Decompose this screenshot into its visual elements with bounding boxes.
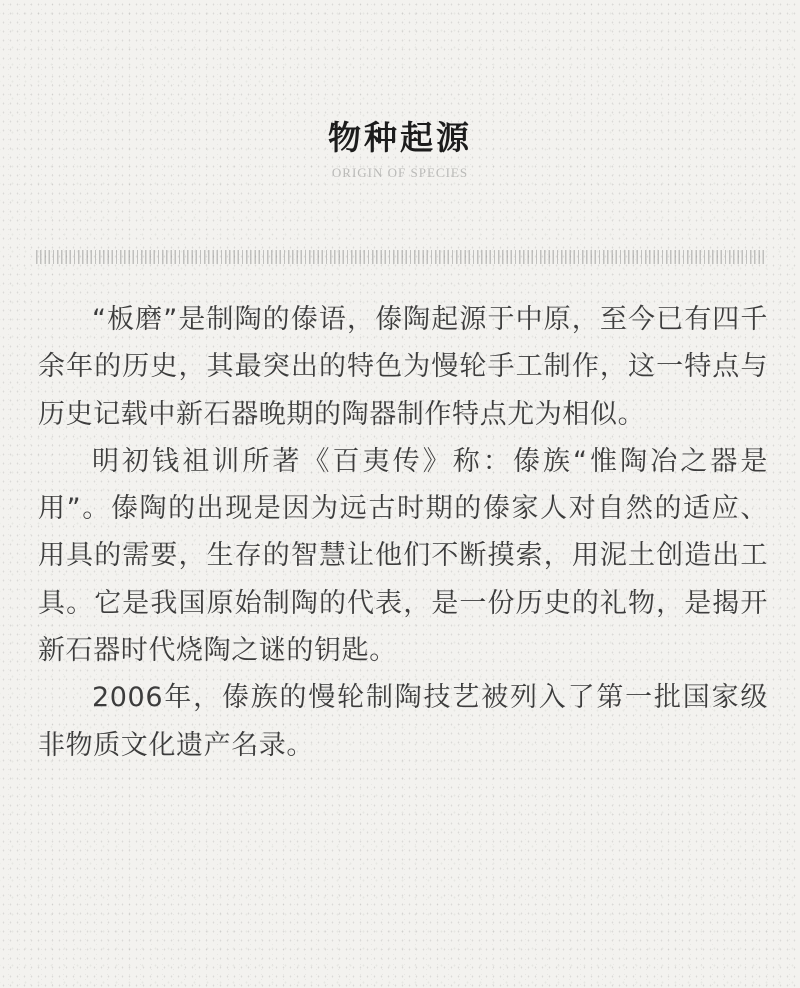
article-body [38, 296, 768, 769]
paragraph-history: 明初钱祖训所著《百夷传》称：傣族“惟陶冶之器是用”。傣陶的出现是因为远古时期的傣家人对自然的适应、用具的需要，生存的智慧让他们不断摸索，用泥土创造出工具。它是我国原始制陶的代表，是一份历史的礼物，是揭开新石器时代烧陶之谜的钥匙。 [38, 445, 768, 667]
page-title: 物种起源 [328, 118, 472, 157]
page-subtitle: ORIGIN OF SPECIES [331, 165, 469, 180]
paragraph-origin: “板磨”是制陶的傣语，傣陶起源于中原，至今已有四千余年的历史，其最突出的特色为慢轮手工制作，这一特点与历史记载中新石器晚期的陶器制作特点尤为相似。 [38, 304, 768, 430]
dashed-divider [36, 250, 764, 264]
paragraph-heritage: 2006年，傣族的慢轮制陶技艺被列入了第一批国家级非物质文化遗产名录。 [38, 682, 768, 761]
